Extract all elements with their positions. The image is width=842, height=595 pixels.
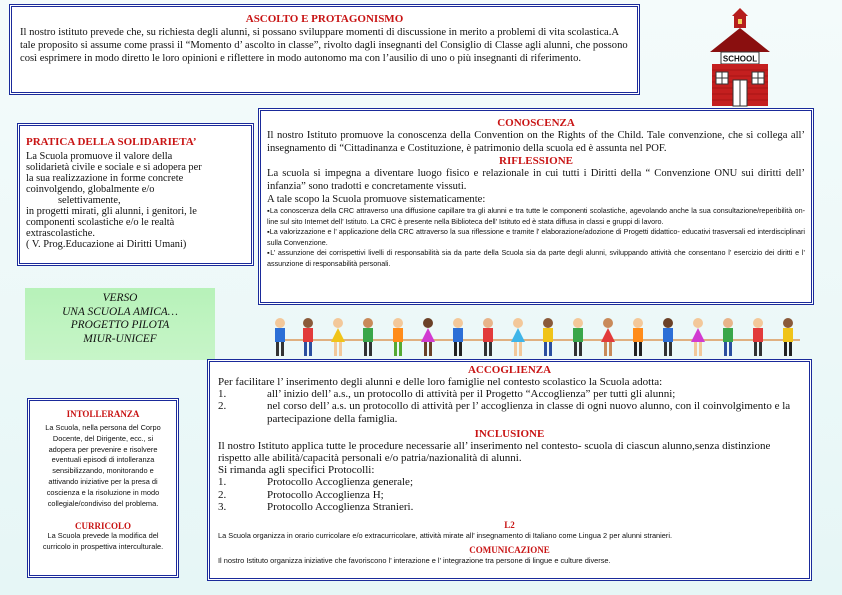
pratica-line: ( V. Prog.Educazione ai Diritti Umani) <box>26 239 187 250</box>
accoglienza-item <box>218 400 801 424</box>
intolleranza-line: collegiale/condiviso del problema. <box>47 498 159 508</box>
verso-line: PROGETTO PILOTA <box>70 319 170 332</box>
pratica-line: selettivamente, <box>58 195 121 206</box>
conoscenza-bullet-text: La valorizzazione e l’ applicazione della CRC attraverso la sua riflessione e tramite l’ elaborazione/adozione di Progetti didattico- educativi trasversali ed interdisciplinari sulla Convenzione. <box>267 227 805 247</box>
verso-line: UNA SCUOLA AMICA… <box>62 305 178 318</box>
verso-line: MIUR-UNICEF <box>83 332 157 345</box>
pratica-line: la sua realizzazione in forme concrete <box>26 173 184 184</box>
protocollo-item <box>218 476 801 488</box>
school-icon <box>700 8 780 108</box>
protocollo-text: Protocollo Accoglienza Stranieri. <box>267 500 414 513</box>
pratica-body <box>26 151 245 250</box>
intolleranza-line: coscienza e la risoluzione in modo <box>46 487 160 497</box>
intolleranza-title: INTOLLERANZA <box>66 409 140 419</box>
protocollo-number: 3. <box>218 500 227 513</box>
child-figure <box>275 318 285 356</box>
accoglienza-title: ACCOGLIENZA <box>467 364 552 376</box>
children-holding-hands-illustration <box>268 316 808 360</box>
protocollo-number: 2. <box>218 488 227 501</box>
verso-line: VERSO <box>102 292 138 304</box>
l2-title: L2 <box>504 520 515 531</box>
pratica-line: componenti scolastiche e/o le realtà <box>26 217 175 228</box>
accoglienza-item-text: nel corso dell’ a.s. un protocollo di attività per l’ accoglienza in classe di ogni nuovo alunno, con il coinvolgimento e la partecipazione della famiglia. <box>267 400 791 425</box>
intolleranza-line: La Scuola, nella persona del Corpo <box>45 423 161 432</box>
pratica-line: extrascolastiche. <box>26 228 95 239</box>
pratica-title: PRATICA DELLA SOLIDARIETA’ <box>26 136 197 148</box>
accoglienza-item-number: 1. <box>218 388 227 401</box>
protocollo-text: Protocollo Accoglienza generale; <box>267 476 413 489</box>
protocollo-item <box>218 501 801 513</box>
curricolo-line: curricolo in prospettiva interculturale. <box>42 542 164 552</box>
conoscenza-box <box>258 108 814 305</box>
protocollo-text: Protocollo Accoglienza H; <box>267 488 384 501</box>
pratica-box <box>17 123 254 266</box>
conoscenza-bullet: ▪La conoscenza della CRC attraverso una diffusione capillare tra gli alunni e tra tutte le componenti scolastiche, agevolando anche la sua consultazione/reperibilità on-line sul sito Internet dell’ Istituto. La CRC è presente nella Biblioteca dell’ Istituto ed è stata diffusa in classi e gruppi di lavoro. <box>267 206 805 226</box>
conoscenza-body: Il nostro Istituto promuove la conoscenza della Convention on the Rights of the Child. Tale convenzione, che si collega all’ insegnamento di “Cittadinanza e Costituzione, è patrimonio della scuola ed è assunta nel POF. <box>267 130 805 154</box>
protocollo-item <box>218 489 801 501</box>
curricolo-title: CURRICOLO <box>74 521 131 532</box>
verso-banner <box>25 288 215 360</box>
pratica-line: in progetti mirati, gli alunni, i genitori, le <box>26 206 197 217</box>
intolleranza-line: eventuali episodi di intolleranza <box>51 455 155 465</box>
comunicazione-body: Il nostro Istituto organizza iniziative che favoriscono l’ interazione e l’ integrazione tra persone di lingue e culture diverse. <box>218 556 611 566</box>
inclusione-body: Il nostro Istituto applica tutte le procedure necessarie all’ inserimento nel contesto- scuola di ciascun alunno,senza distinzione rispetto alle abilità/capacità personali e/o patria/nazionalità di alunni. <box>218 439 771 465</box>
accoglienza-item <box>218 388 801 400</box>
ascolto-body: Il nostro istituto prevede che, su richiesta degli alunni, si possano sviluppare momenti di discussione in merito a problemi di vita scolastica.A tale proposito si assume come prassi il “Momento d’ ascolto in classe”, rivolto dagli insegnanti del Consiglio di Classe agli alunni, che possono così esprimere in modo diretto le loro opinioni e riflettere in modo autonomo ma con l’ausilio di uno o più insegnanti di riferimento. <box>20 27 628 64</box>
conoscenza-bullet: ▪La valorizzazione e l’ applicazione della CRC attraverso la sua riflessione e tramite l’ elaborazione/adozione di Progetti didattico- educativi trasversali ed interdisciplinari sulla Convenzione. <box>267 227 805 247</box>
conoscenza-bullet-text: L’ assunzione dei corrispettivi livelli di responsabilità sia da parte della Scuola sia da parte degli alunni, sviluppando attività che consentano l’ esercizio dei diritti e l’ assunzione di responsabilità personali. <box>267 248 805 268</box>
pratica-line: La Scuola promuove il valore della <box>26 151 173 162</box>
curricolo-body <box>34 531 172 553</box>
conoscenza-title: CONOSCENZA <box>497 117 575 129</box>
protocollo-number: 1. <box>218 476 227 489</box>
intolleranza-line: Docente, del Dirigente, ecc., si <box>52 433 154 443</box>
intolleranza-line: adopera per prevenire e risolvere <box>48 444 158 454</box>
accoglienza-intro: Per facilitare l’ inserimento degli alunni e delle loro famiglie nel contesto scolastico la Scuola adotta: <box>218 376 663 388</box>
riflessione-body-2: A tale scopo la Scuola promuove sistematicamente: <box>267 194 486 205</box>
riflessione-body: La scuola si impegna a diventare luogo fisico e relazionale in cui tutti i Diritti della “ Convenzione ONU sui diritti dell’ infanzia” sono tradotti e concretamente vissuti. <box>267 168 805 192</box>
intolleranza-line: attivando iniziative per la presa di <box>48 476 158 486</box>
comunicazione-title: COMUNICAZIONE <box>469 545 550 556</box>
intolleranza-body <box>34 423 172 509</box>
intolleranza-box <box>27 398 179 578</box>
conoscenza-bullet-text: La conoscenza della CRC attraverso una diffusione capillare tra gli alunni e tra tutte le componenti scolastiche, agevolando anche la sua consultazione/reperibilità on-line sul sito Internet dell’ Istituto. La CRC è presente nella Biblioteca dell’ Istituto ed è stata diffusa in classi e gruppi di lavoro. <box>267 206 805 226</box>
pratica-line: solidarietà civile e sociale e si adopera per <box>26 162 202 173</box>
accoglienza-item-text: all’ inizio dell’ a.s., un protocollo di attività per il Progetto “Accoglienza” per tutti gli alunni; <box>267 388 676 401</box>
ascolto-box <box>9 4 640 95</box>
pratica-line: coinvolgendo, globalmente e/o <box>26 184 155 195</box>
intolleranza-line: sensibilizzando, monitorando e <box>52 466 154 476</box>
ascolto-title: ASCOLTO E PROTAGONISMO <box>245 13 404 25</box>
conoscenza-bullet: ▪L’ assunzione dei corrispettivi livelli di responsabilità sia da parte della Scuola sia da parte degli alunni, sviluppando attività che consentano l’ esercizio dei diritti e l’ assunzione di responsabilità personali. <box>267 248 805 268</box>
curricolo-line: La Scuola prevede la modifica del <box>47 531 159 541</box>
protocolli-intro: Si rimanda agli specifici Protocolli: <box>218 464 375 477</box>
riflessione-title: RIFLESSIONE <box>499 155 573 167</box>
inclusione-title: INCLUSIONE <box>474 427 545 440</box>
school-sign: SCHOOL <box>722 54 758 64</box>
accoglienza-box <box>207 359 812 581</box>
accoglienza-item-number: 2. <box>218 400 227 413</box>
l2-body: La Scuola organizza in orario curricolare e/o extracurricolare, attività mirate all’ insegnamento di Italiano come Lingua 2 per alunni stranieri. <box>218 531 673 541</box>
